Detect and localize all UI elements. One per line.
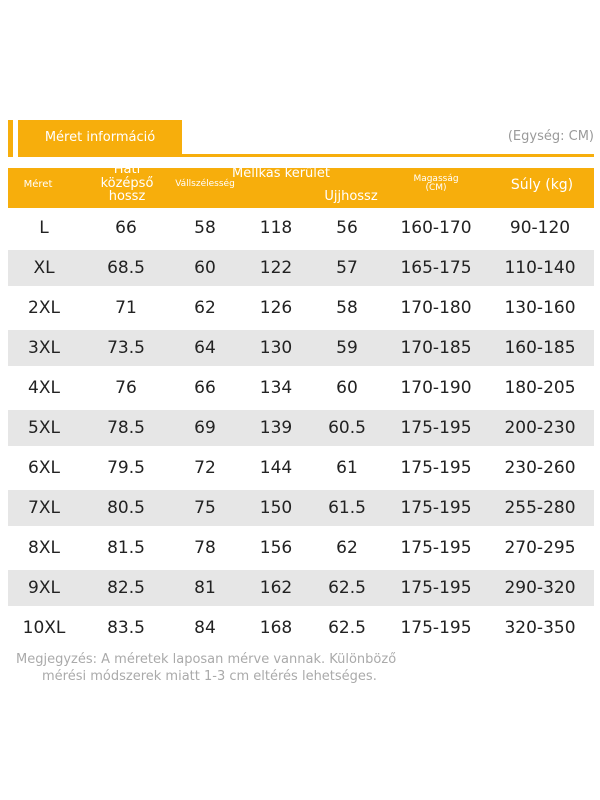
cell-shoulder: 72 [194,458,216,478]
header-underline [18,154,594,157]
cell-back-length: 80.5 [107,498,145,518]
col-header-back-length-line3: hossz [108,189,146,205]
cell-back-length: 82.5 [107,578,145,598]
cell-height: 165-175 [400,258,472,278]
cell-back-length: 79.5 [107,458,145,478]
cell-height: 175-195 [400,458,472,478]
table-row [8,410,594,446]
cell-shoulder: 75 [194,498,216,518]
cell-chest: 168 [259,618,293,638]
col-header-back-length [94,163,160,204]
cell-back-length: 71 [115,298,137,318]
cell-height: 170-180 [400,298,472,318]
table-row [8,210,594,246]
cell-chest: 134 [259,378,293,398]
cell-weight: 110-140 [504,258,576,278]
cell-size: 6XL [28,458,60,478]
table-row [8,570,594,606]
cell-sleeve: 61 [336,458,358,478]
cell-back-length: 66 [115,218,137,238]
cell-size: L [39,218,49,238]
unit-label: (Egység: CM) [507,129,594,144]
table-row [8,450,594,486]
cell-shoulder: 84 [194,618,216,638]
col-header-weight: Súly (kg) [510,177,574,193]
cell-weight: 270-295 [504,538,576,558]
col-header-back-length-line2: középső [100,175,154,191]
col-header-height-line2: (CM) [425,183,447,194]
cell-weight: 230-260 [504,458,576,478]
cell-chest: 156 [259,538,293,558]
cell-chest: 122 [259,258,293,278]
cell-height: 175-195 [400,418,472,438]
cell-height: 175-195 [400,538,472,558]
cell-sleeve: 62.5 [328,578,366,598]
cell-size: 10XL [22,618,66,638]
cell-sleeve: 61.5 [328,498,366,518]
cell-back-length: 78.5 [107,418,145,438]
cell-shoulder: 81 [194,578,216,598]
size-info-tab [18,120,182,156]
cell-chest: 162 [259,578,293,598]
size-info-header [8,120,598,160]
cell-size: 9XL [28,578,60,598]
cell-back-length: 83.5 [107,618,145,638]
col-header-back-length-line1: Háti [113,162,141,177]
cell-weight: 90-120 [509,218,571,238]
table-row [8,530,594,566]
table-header [8,162,594,208]
cell-shoulder: 58 [194,218,216,238]
cell-chest: 139 [259,418,293,438]
cell-height: 175-195 [400,578,472,598]
cell-height: 175-195 [400,498,472,518]
cell-shoulder: 60 [194,258,216,278]
cell-chest: 130 [259,338,293,358]
cell-shoulder: 66 [194,378,216,398]
note-line-1: Megjegyzés: A méretek laposan mérve vannak. Különböző [16,652,397,667]
cell-weight: 200-230 [504,418,576,438]
cell-shoulder: 69 [194,418,216,438]
cell-shoulder: 62 [194,298,216,318]
table-row [8,290,594,326]
col-header-chest: Mellkas kerület [232,166,330,181]
cell-height: 175-195 [400,618,472,638]
cell-sleeve: 62.5 [328,618,366,638]
cell-sleeve: 58 [336,298,358,318]
cell-weight: 290-320 [504,578,576,598]
measurement-note [16,651,576,685]
cell-size: 2XL [28,298,60,318]
cell-size: 7XL [28,498,60,518]
col-header-height-line1: Magasság [413,174,459,184]
cell-size: XL [33,258,55,278]
cell-chest: 144 [259,458,293,478]
cell-back-length: 68.5 [107,258,145,278]
table-row [8,610,594,646]
cell-height: 170-185 [400,338,472,358]
cell-size: 3XL [28,338,60,358]
cell-size: 5XL [28,418,60,438]
cell-size: 4XL [28,378,60,398]
col-header-sleeve: Ujjhossz [324,189,378,204]
cell-shoulder: 78 [194,538,216,558]
cell-chest: 118 [259,218,293,238]
col-header-shoulder: Vállszélesség [175,179,235,189]
cell-back-length: 76 [115,378,137,398]
cell-sleeve: 56 [336,218,358,238]
cell-height: 170-190 [400,378,472,398]
cell-sleeve: 60.5 [328,418,366,438]
table-row [8,490,594,526]
cell-back-length: 73.5 [107,338,145,358]
cell-sleeve: 57 [336,258,358,278]
cell-weight: 180-205 [504,378,576,398]
cell-weight: 130-160 [504,298,576,318]
table-row [8,370,594,406]
cell-weight: 320-350 [504,618,576,638]
cell-sleeve: 60 [336,378,358,398]
cell-sleeve: 59 [336,338,358,358]
cell-weight: 255-280 [504,498,576,518]
cell-back-length: 81.5 [107,538,145,558]
note-line-2: mérési módszerek miatt 1-3 cm eltérés lehetséges. [42,669,377,684]
tab-accent-bar [8,120,13,157]
cell-chest: 126 [259,298,293,318]
cell-sleeve: 62 [336,538,358,558]
cell-size: 8XL [28,538,60,558]
size-info-tab-label: Méret információ [44,130,156,145]
table-row [8,250,594,286]
cell-chest: 150 [259,498,293,518]
table-row [8,330,594,366]
col-header-height [392,175,480,194]
cell-weight: 160-185 [504,338,576,358]
cell-shoulder: 64 [194,338,216,358]
col-header-size: Méret [23,179,53,190]
cell-height: 160-170 [400,218,472,238]
